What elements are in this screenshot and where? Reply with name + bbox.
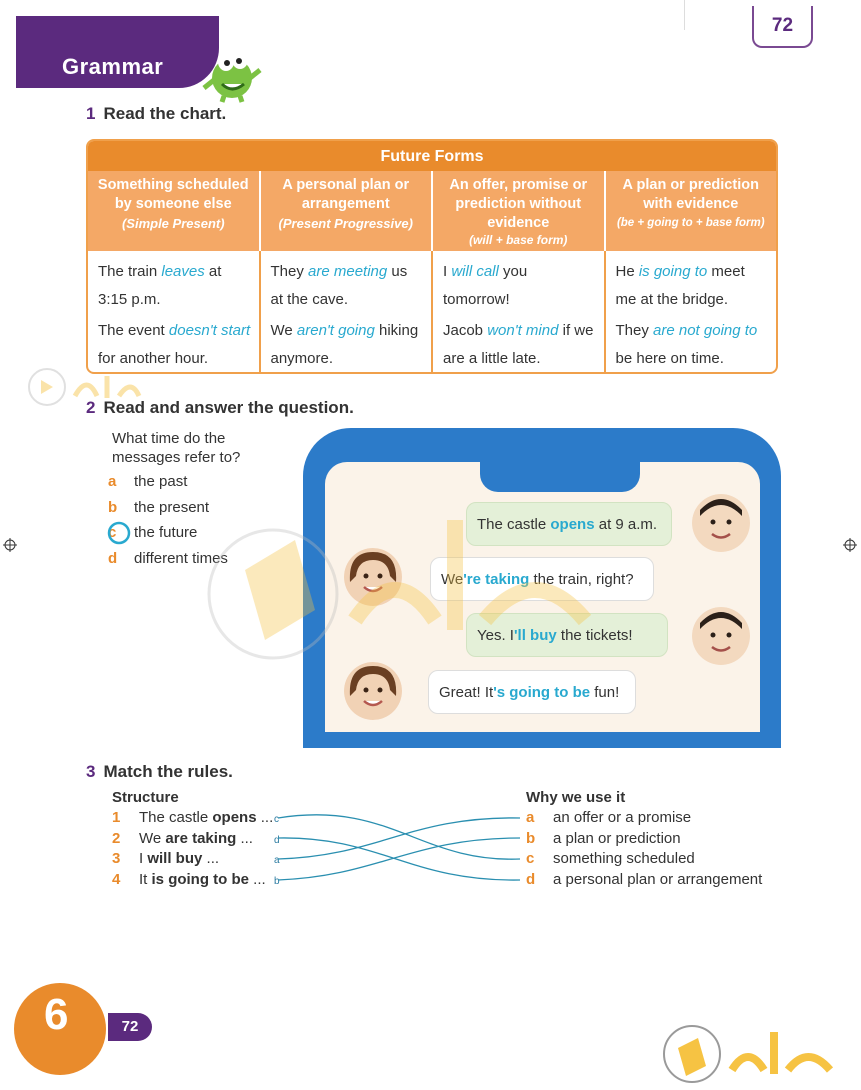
q2-heading [86, 398, 354, 418]
watermark-logo-icon [205, 500, 625, 670]
table-cell [433, 251, 606, 372]
column-note: (Simple Present) [121, 216, 225, 231]
section-title: Grammar [62, 54, 164, 79]
example-sentence: The train leaves at 3:15 p.m. [98, 263, 222, 308]
matching-lines [270, 808, 525, 892]
column-heading: An offer, promise or prediction without evidence [449, 177, 588, 231]
table-header-cell [88, 171, 261, 251]
option-b[interactable]: b the present [108, 499, 210, 516]
example-sentence: We aren't going hiking anymore. [270, 322, 419, 367]
future-forms-table [86, 139, 778, 374]
option-a[interactable]: a the past [108, 473, 188, 490]
answer-circle-icon [106, 520, 132, 546]
q3-heading [86, 762, 233, 782]
written-answer: a [274, 855, 280, 866]
option-d[interactable]: d different times [108, 550, 228, 567]
example-sentence: They are not going to be here on time. [615, 322, 758, 367]
reason-item: d a personal plan or arrangement [526, 870, 763, 888]
chat-bubble-girl: Great! It's going to be fun! [428, 670, 636, 714]
example-sentence: The event doesn't start for another hour. [98, 322, 251, 367]
table-cell [88, 251, 261, 372]
table-header-cell [261, 171, 434, 251]
q3-instruction: Match the rules. [103, 762, 233, 781]
example-sentence: He is going to meet me at the bridge. [615, 263, 745, 308]
table-header-cell [433, 171, 606, 251]
written-answer: c [274, 814, 279, 825]
reason-list [526, 808, 762, 890]
chat-bubble-boy: The castle opens at 9 a.m. [466, 502, 672, 546]
registration-mark-icon [3, 538, 17, 552]
table-cell [606, 251, 777, 372]
structure-item: 3 I will buy ... [112, 850, 220, 867]
column-heading: A plan or prediction with evidence [622, 177, 759, 212]
example-sentence: I will call you tomorrow! [443, 263, 528, 308]
column-note: (will + base form) [469, 233, 568, 247]
structure-item: 1 The castle opens ... [112, 809, 274, 826]
page-number: 72 [752, 6, 813, 48]
reason-item: a an offer or a promise [526, 809, 692, 826]
q2-number: 2 [86, 398, 96, 417]
table-title: Future Forms [88, 141, 776, 171]
structure-item: 4 It is going to be ... [112, 870, 266, 888]
chat-bubble-girl: We're taking the train, right? [430, 557, 654, 601]
boy-avatar [692, 607, 750, 665]
girl-avatar [344, 662, 402, 720]
column-heading: A personal plan or arrangement [282, 177, 410, 212]
option-c[interactable]: c the future [108, 524, 198, 541]
registration-mark-icon [843, 538, 857, 552]
footer-page-number: 72 [108, 1013, 152, 1041]
phone-notch [480, 456, 640, 492]
column-heading: Something scheduled by someone else [97, 177, 249, 212]
chat-bubble-boy: Yes. I'll buy the tickets! [466, 613, 668, 657]
why-heading: Why we use it [526, 789, 626, 806]
structure-item: 2 We are taking ... [112, 829, 253, 847]
q1-instruction: Read the chart. [103, 104, 227, 123]
reason-item: c something scheduled [526, 850, 695, 867]
q2-question: What time do the messages refer to? [112, 430, 241, 466]
example-sentence: They are meeting us at the cave. [270, 263, 408, 308]
column-note: (Present Progressive) [278, 216, 413, 231]
q1-heading [86, 104, 226, 124]
written-answer: b [274, 875, 280, 887]
table-body-row [88, 251, 776, 372]
written-answer: d [274, 834, 280, 846]
q2-instruction: Read and answer the question. [103, 398, 354, 417]
structure-list [112, 808, 273, 890]
monster-mascot-icon [200, 40, 264, 104]
q1-number: 1 [86, 104, 96, 123]
table-header-cell [606, 171, 777, 251]
reason-item: b a plan or prediction [526, 829, 681, 847]
boy-avatar [692, 494, 750, 552]
unit-number: 6 [44, 990, 69, 1039]
example-sentence: Jacob won't mind if we are a little late. [443, 322, 594, 367]
watermark-logo-icon [662, 1022, 844, 1086]
top-rule [684, 0, 685, 30]
column-note: (be + going to + base form) [616, 217, 765, 229]
table-cell [261, 251, 434, 372]
table-header-row [88, 171, 776, 251]
structure-heading: Structure [112, 789, 179, 806]
q3-number: 3 [86, 762, 96, 781]
